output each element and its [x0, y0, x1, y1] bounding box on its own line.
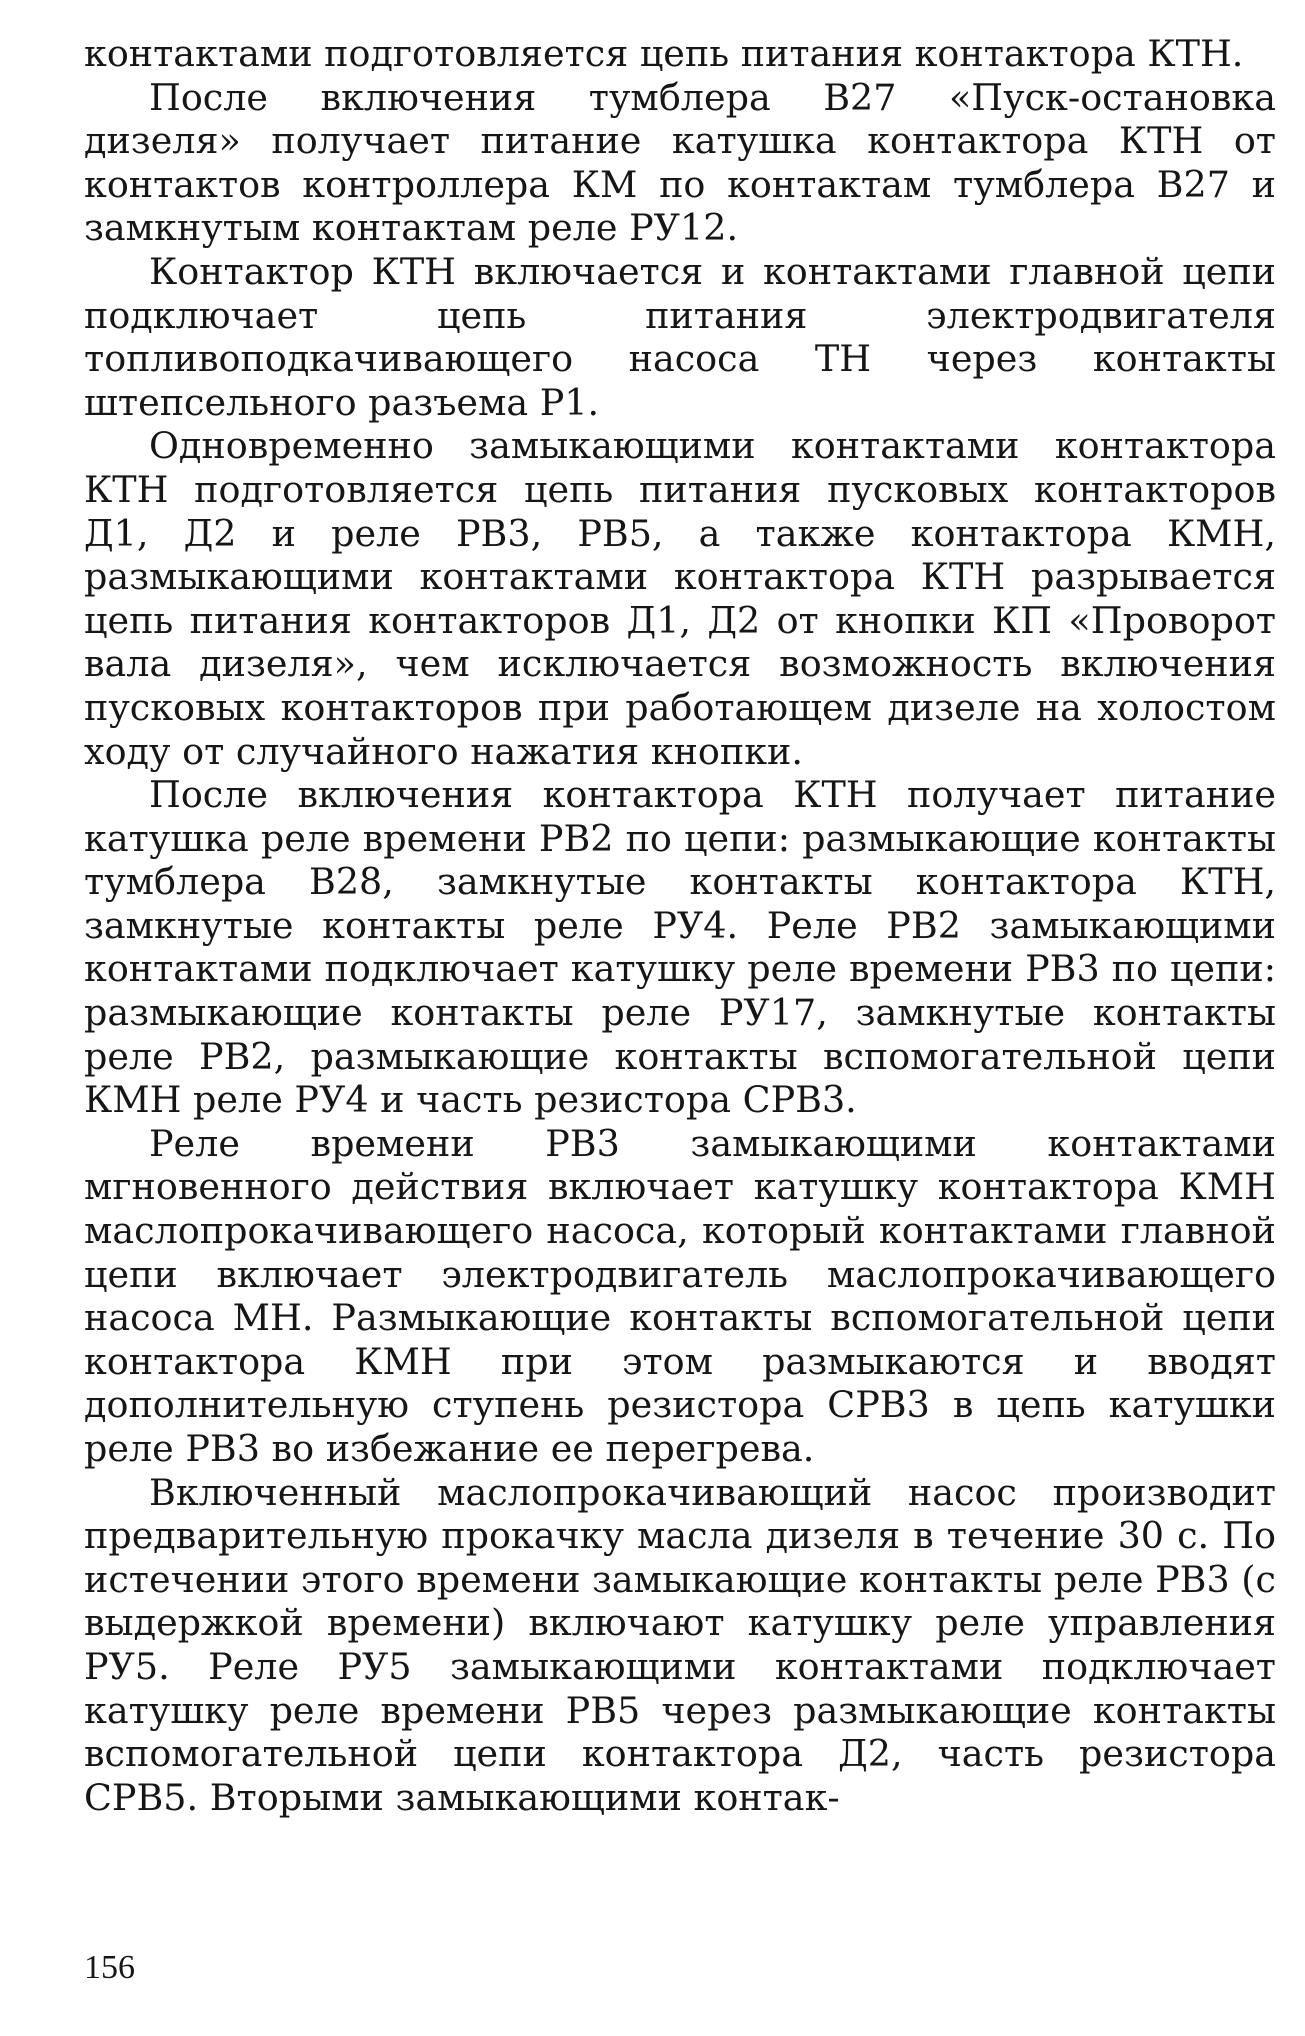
paragraph-2: После включения тумблера В27 «Пуск-остановка дизеля» получает питание катушка контактора КТН от контактов контроллера КМ по контактам тумблера В27 и замкнутым контактам реле РУ12.	[84, 75, 1276, 250]
paragraph-3: Контактор КТН включается и контактами главной цепи подключает цепь питания электродвигателя топливоподкачивающего насоса ТН через контакты штепсельного разъема Р1.	[84, 249, 1276, 424]
paragraph-4: Одновременно замыкающими контактами контактора КТН подготовляется цепь питания пусковых контакторов Д1, Д2 и реле РВ3, РВ5, а также контактора КМН, размыкающими контактами контактора КТН разрывается цепь питания контакторов Д1, Д2 от кнопки КП «Проворот вала дизеля», чем исключается возможность включения пусковых контакторов при работающем дизеле на холостом ходу от случайного нажатия кнопки.	[84, 424, 1276, 773]
paragraph-7: Включенный маслопрокачивающий насос производит предварительную прокачку масла дизеля в течение 30 с. По истечении этого времени замыкающие контакты реле РВ3 (с выдержкой времени) включают катушку реле управления РУ5. Реле РУ5 замыкающими контактами подключает катушку реле времени РВ5 через размыкающие контакты вспомогательной цепи контактора Д2, часть резистора СРВ5. Вторыми замыкающими контак-	[84, 1470, 1276, 1819]
paragraph-1: контактами подготовляется цепь питания контактора КТН.	[84, 32, 1244, 75]
paragraph-5: После включения контактора КТН получает питание катушка реле времени РВ2 по цепи: размыкающие контакты тумблера В28, замкнутые контакты контактора КТН, замкнутые контакты реле РУ4. Реле РВ2 замыкающими контактами подключает катушку реле времени РВ3 по цепи: размыкающие контакты реле РУ17, замкнутые контакты реле РВ2, размыкающие контакты вспомогательной цепи КМН реле РУ4 и часть резистора СРВ3.	[84, 773, 1276, 1122]
paragraph-6: Реле времени РВ3 замыкающими контактами мгновенного действия включает катушку контактора КМН маслопрокачивающего насоса, который контактами главной цепи включает электродвигатель маслопрокачивающего насоса МН. Размыкающие контакты вспомогательной цепи контактора КМН при этом размыкаются и вводят дополнительную ступень резистора СРВ3 в цепь катушки реле РВ3 во избежание ее перегрева.	[84, 1121, 1276, 1470]
page-body	[84, 32, 1276, 1819]
page-number: 156	[84, 1949, 135, 1986]
